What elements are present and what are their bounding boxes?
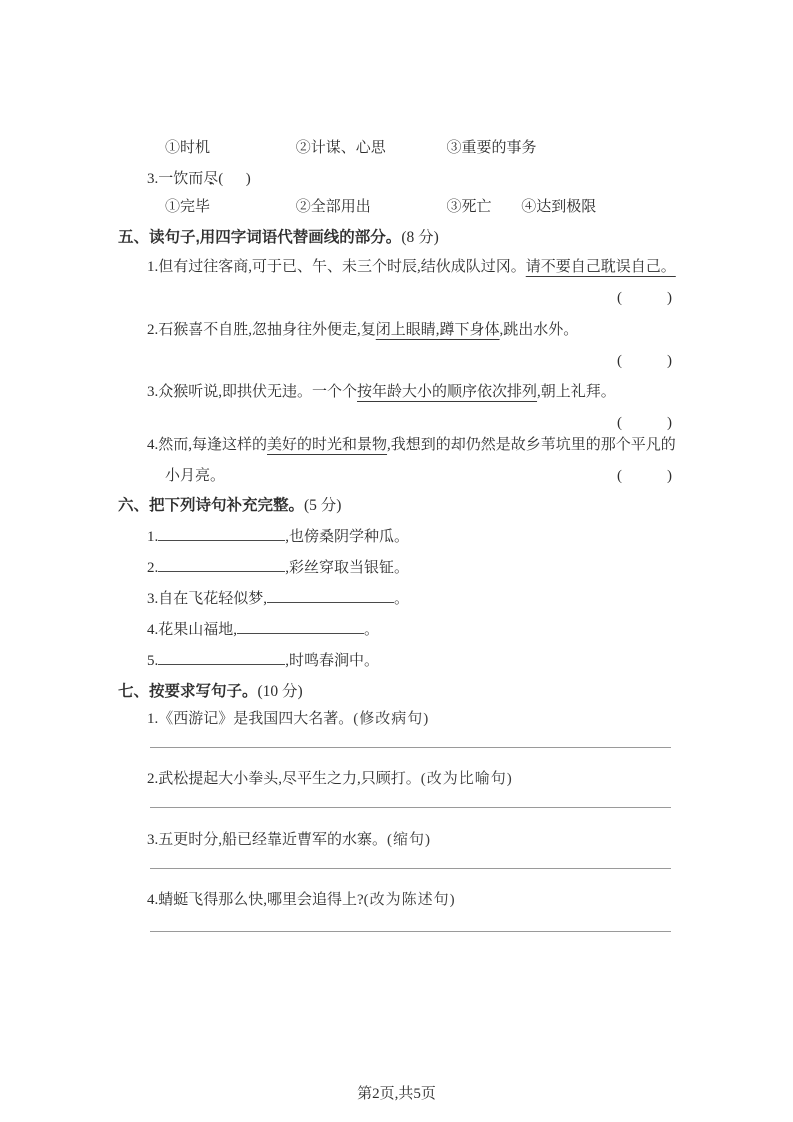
sentence-text: 蜻蜓飞得那么快,哪里会追得上? <box>158 892 364 908</box>
underlined-phrase: 闭上眼睛,蹲下身体 <box>375 322 500 338</box>
section6-item-5 <box>147 646 379 677</box>
rewrite-hint: (改为比喻句) <box>420 771 513 787</box>
answer-parentheses: ( ) <box>617 290 672 306</box>
verse-pre: 花果山福地, <box>158 622 238 638</box>
rewrite-hint: (改为陈述句) <box>363 892 456 908</box>
item-number: 4. <box>147 622 159 638</box>
fill-in-blank <box>237 619 364 634</box>
section7-item-1 <box>147 704 429 735</box>
rewrite-hint: (修改病句) <box>353 711 430 727</box>
question-stem-yinyinerjin <box>147 164 251 195</box>
rewrite-hint: (缩句) <box>387 832 432 848</box>
verse-post: ,彩丝穿取当银钲。 <box>285 560 410 576</box>
sentence-post: ,跳出水外。 <box>499 322 579 338</box>
fill-in-blank <box>158 557 285 572</box>
answer-writing-line <box>150 807 671 808</box>
choice-option: ①完毕 <box>165 199 211 215</box>
choice-option: ③重要的事务 <box>446 140 537 156</box>
choice-option: ②全部用出 <box>295 199 371 215</box>
verse-post: ,时鸣春涧中。 <box>285 653 380 669</box>
section7-item-2 <box>147 764 513 795</box>
item-number: 1. <box>147 711 159 727</box>
item-number: 2. <box>147 560 159 576</box>
page-number-indicator: 第2页,共5页 <box>357 1086 436 1102</box>
section6-item-1 <box>147 522 409 553</box>
item-number: 4. <box>147 892 159 908</box>
sentence-pre: 众猴听说,即拱伏无违。一个个 <box>158 384 358 400</box>
item-number: 1. <box>147 259 159 275</box>
sentence-pre: 石猴喜不自胜,忽抽身往外便走,复 <box>158 322 376 338</box>
sentence-pre: 但有过往客商,可于已、午、未三个时辰,结伙成队过冈。 <box>158 259 526 275</box>
verse-post: 。 <box>394 591 410 607</box>
answer-writing-line <box>150 747 671 748</box>
item-number: 4. <box>147 437 159 453</box>
section7-score: (10 分) <box>257 683 303 700</box>
item-number: 3. <box>147 384 159 400</box>
sentence-text: 五更时分,船已经靠近曹军的水寨。 <box>158 832 388 848</box>
underlined-phrase: 美好的时光和景物 <box>267 437 388 453</box>
section6-title-text: 六、把下列诗句补充完整。 <box>118 497 305 514</box>
underlined-phrase: 按年龄大小的顺序依次排列 <box>357 384 538 400</box>
emphasized-char: 尽 · <box>203 164 218 195</box>
verse-post: 。 <box>364 622 380 638</box>
sentence <box>147 430 676 492</box>
item-number: 2. <box>147 322 159 338</box>
sentence <box>147 252 676 283</box>
answer-writing-line <box>150 868 671 869</box>
answer-parentheses: ( ) <box>617 468 672 484</box>
section5-title-text: 五、读句子,用四字词语代替画线的部分。 <box>118 229 402 246</box>
verse-pre: 自在飞花轻似梦, <box>158 591 268 607</box>
section7-item-4 <box>147 885 456 916</box>
fill-in-blank <box>158 650 285 665</box>
item-number: 5. <box>147 653 159 669</box>
underlined-phrase: 请不要自己耽误自己。 <box>525 259 676 275</box>
section7-title <box>118 676 303 707</box>
answer-writing-line <box>150 931 671 932</box>
sentence-pre: 然而,每逢这样的 <box>158 437 268 453</box>
sentence-post: ,朝上礼拜。 <box>537 384 616 400</box>
fill-in-blank <box>267 588 394 603</box>
section7-item-3 <box>147 825 431 856</box>
item-number: 1. <box>147 529 159 545</box>
choice-option: ④达到极限 <box>521 199 597 215</box>
section6-item-4 <box>147 615 379 646</box>
section5-item-1 <box>147 252 676 314</box>
section5-score: (8 分) <box>401 229 439 246</box>
answer-parentheses: ( ) <box>617 353 672 369</box>
sentence-text: 《西游记》是我国四大名著。 <box>158 711 354 727</box>
sentence <box>147 377 676 408</box>
sentence-post: ,我想到的却仍然是故乡苇坑里的那个平凡的小月亮。 <box>165 437 676 484</box>
fill-in-blank <box>158 526 285 541</box>
section5-title <box>118 222 439 253</box>
choice-option: ②计谋、心思 <box>295 140 386 156</box>
choice-row-q2 <box>165 133 537 164</box>
choice-option: ③死亡 <box>446 199 492 215</box>
section6-item-2 <box>147 553 409 584</box>
verse-post: ,也傍桑阴学种瓜。 <box>285 529 410 545</box>
item-number: 2. <box>147 771 159 787</box>
sentence <box>147 315 676 346</box>
stem-text: 3.一饮而 <box>147 171 204 187</box>
section6-item-3 <box>147 584 409 615</box>
choice-row-q3 <box>165 192 596 223</box>
answer-parentheses: ( ) <box>617 415 672 431</box>
item-number: 3. <box>147 591 159 607</box>
section7-title-text: 七、按要求写句子。 <box>118 683 258 700</box>
section5-item-4 <box>147 430 676 492</box>
section6-score: (5 分) <box>304 497 342 514</box>
section6-title <box>118 490 341 521</box>
sentence-text: 武松提起大小拳头,尽平生之力,只顾打。 <box>158 771 421 787</box>
exam-content <box>118 0 676 1122</box>
choice-option: ①时机 <box>165 140 211 156</box>
answer-parentheses: ( ) <box>218 171 251 187</box>
item-number: 3. <box>147 832 159 848</box>
section5-item-2 <box>147 315 676 377</box>
